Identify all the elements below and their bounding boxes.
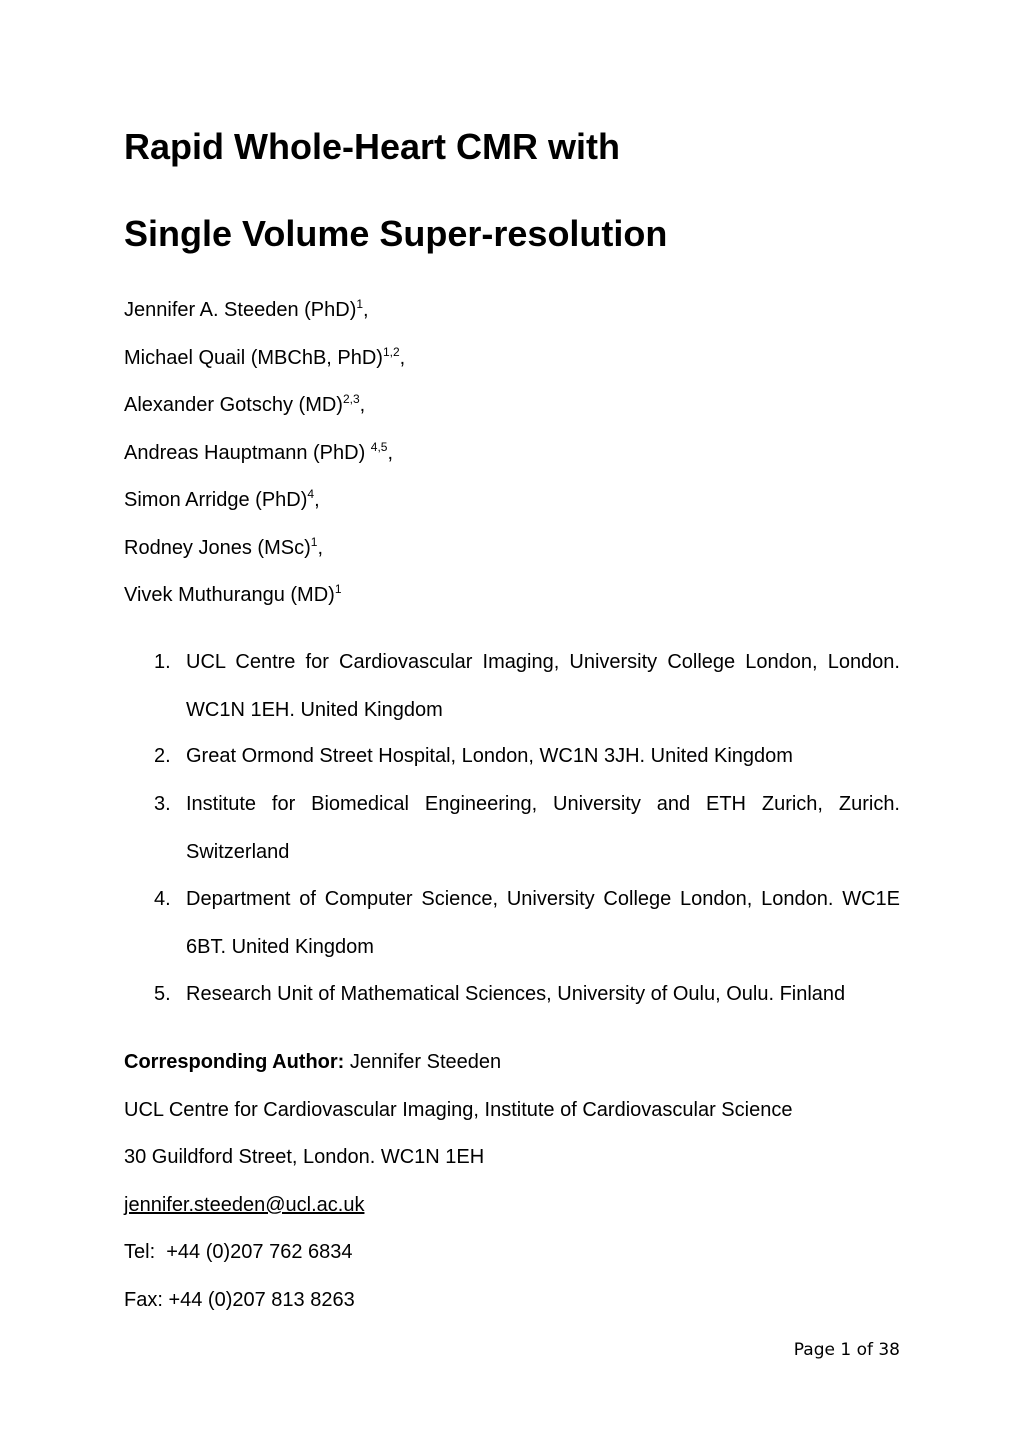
affiliation-item-5 bbox=[124, 971, 900, 1019]
author-name: Andreas Hauptmann (PhD) bbox=[124, 442, 371, 464]
affiliation-number: 5. bbox=[154, 983, 171, 1005]
author-name: Michael Quail (MBChB, PhD) bbox=[124, 347, 383, 369]
page-number: Page 1 of 38 bbox=[793, 1340, 900, 1360]
corresponding-telephone: Tel: +44 (0)207 762 6834 bbox=[124, 1241, 353, 1263]
author-name: Alexander Gotschy (MD) bbox=[124, 394, 343, 416]
corresponding-author-name: Jennifer Steeden bbox=[344, 1051, 502, 1073]
author-6 bbox=[124, 536, 323, 560]
paper-title-line-2: Single Volume Super-resolution bbox=[124, 213, 668, 254]
author-5 bbox=[124, 488, 320, 512]
author-affiliation-sup: 1 bbox=[334, 582, 342, 596]
author-separator: , bbox=[314, 489, 320, 511]
corresponding-fax: Fax: +44 (0)207 813 8263 bbox=[124, 1289, 355, 1311]
author-4 bbox=[124, 441, 393, 465]
affiliation-item-1 bbox=[124, 639, 900, 734]
corresponding-author-line bbox=[124, 1050, 501, 1074]
paper-title-line-1: Rapid Whole-Heart CMR with bbox=[124, 126, 620, 167]
corresponding-email-link[interactable]: jennifer.steeden@ucl.ac.uk bbox=[124, 1194, 365, 1216]
affiliation-text: Institute for Biomedical Engineering, University and ETH Zurich, Zurich. Switzerland bbox=[186, 793, 900, 863]
affiliation-item-2 bbox=[124, 733, 900, 781]
affiliation-item-4 bbox=[124, 876, 900, 971]
author-affiliation-sup: 2,3 bbox=[342, 392, 360, 406]
affiliation-text: Research Unit of Mathematical Sciences, University of Oulu, Oulu. Finland bbox=[186, 983, 846, 1005]
author-affiliation-sup: 1 bbox=[310, 535, 318, 549]
affiliation-text: Great Ormond Street Hospital, London, WC1N 3JH. United Kingdom bbox=[186, 745, 793, 767]
affiliation-text: Department of Computer Science, University College London, London. WC1E 6BT. United Kingdom bbox=[186, 888, 900, 958]
author-separator: , bbox=[399, 347, 406, 369]
author-name: Jennifer A. Steeden (PhD) bbox=[124, 299, 357, 321]
author-3 bbox=[124, 393, 365, 417]
affiliation-number: 2. bbox=[154, 745, 171, 767]
author-affiliation-sup: 4,5 bbox=[370, 440, 388, 454]
author-affiliation-sup: 1,2 bbox=[382, 345, 400, 359]
author-separator: , bbox=[317, 537, 323, 559]
corresponding-address: 30 Guildford Street, London. WC1N 1EH bbox=[124, 1146, 485, 1168]
author-affiliation-sup: 4 bbox=[307, 487, 315, 501]
affiliation-text: UCL Centre for Cardiovascular Imaging, University College London, London. WC1N 1EH. United Kingdom bbox=[186, 651, 900, 721]
corresponding-institution: UCL Centre for Cardiovascular Imaging, Institute of Cardiovascular Science bbox=[124, 1099, 793, 1121]
author-name: Simon Arridge (PhD) bbox=[124, 489, 308, 511]
author-affiliation-sup: 1 bbox=[356, 297, 364, 311]
author-name: Rodney Jones (MSc) bbox=[124, 537, 311, 559]
author-separator: , bbox=[363, 299, 369, 321]
author-separator: , bbox=[359, 394, 366, 416]
corresponding-author-label: Corresponding Author: bbox=[124, 1051, 345, 1073]
author-2 bbox=[124, 346, 405, 370]
affiliation-number: 4. bbox=[154, 888, 171, 910]
author-7 bbox=[124, 583, 342, 607]
author-name: Vivek Muthurangu (MD) bbox=[124, 584, 335, 606]
affiliation-item-3 bbox=[124, 781, 900, 876]
affiliation-number: 1. bbox=[154, 651, 171, 673]
affiliation-number: 3. bbox=[154, 793, 171, 815]
author-1 bbox=[124, 298, 369, 322]
author-separator: , bbox=[387, 442, 394, 464]
